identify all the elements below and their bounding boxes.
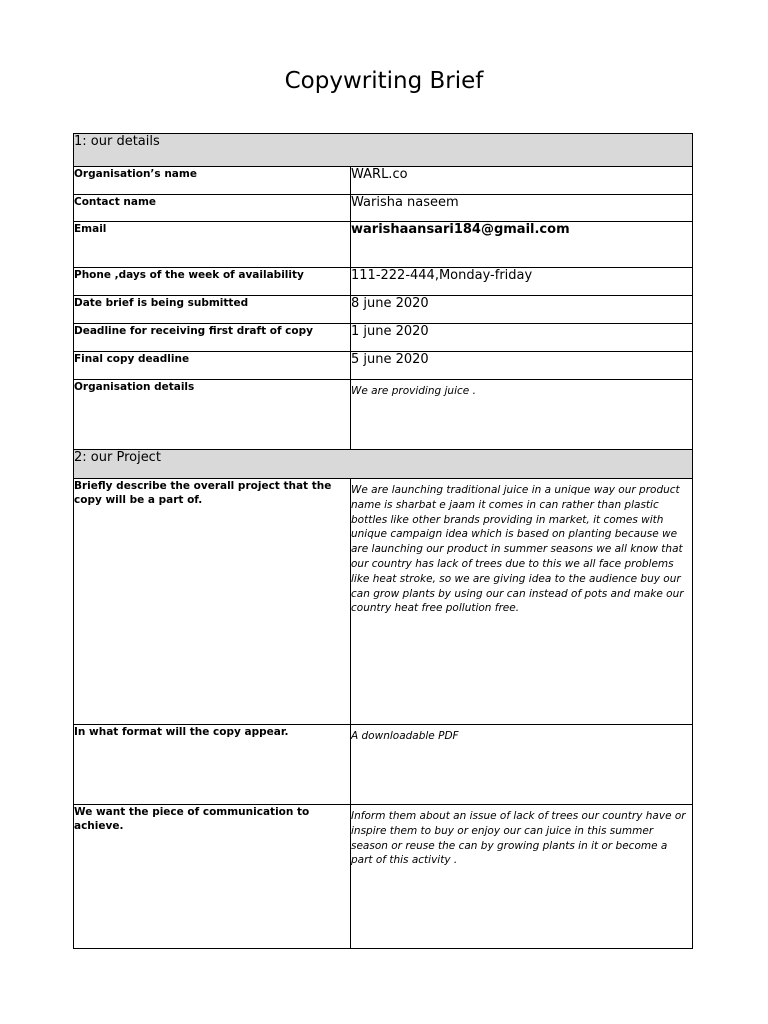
table-row [74,222,693,268]
field-label: Date brief is being submitted [74,296,351,324]
table-row [74,324,693,352]
table-row [74,479,693,725]
field-value: Inform them about an issue of lack of trees our country have or inspire them to buy or enjoy our can juice in this summer season or reuse the can by growing plants in it or become a part of this activity . [351,805,693,949]
field-value: WARL.co [351,167,693,195]
field-value: warishaansari184@gmail.com [351,222,693,268]
field-value: 5 june 2020 [351,352,693,380]
table-row [74,352,693,380]
field-label: In what format will the copy appear. [74,725,351,805]
field-value: 111-222-444,Monday-friday [351,268,693,296]
field-label: Email [74,222,351,268]
field-label: Contact name [74,195,351,222]
field-label: We want the piece of communication to achieve. [74,805,351,949]
field-label: Organisation details [74,380,351,450]
field-value: 1 june 2020 [351,324,693,352]
section-header-project [74,450,693,479]
field-value: We are providing juice . [351,380,693,450]
field-label: Phone ,days of the week of availability [74,268,351,296]
table-row [74,296,693,324]
field-value: Warisha naseem [351,195,693,222]
table-row [74,268,693,296]
table-row [74,195,693,222]
table-row [74,167,693,195]
field-value: A downloadable PDF [351,725,693,805]
section-header-details [74,134,693,167]
table-row [74,805,693,949]
field-value: We are launching traditional juice in a unique way our product name is sharbat e jaam it comes in can rather than plastic bottles like other brands providing in market, it comes with unique campaign idea which is based on planting because we are launching our product in summer seasons we all know that our country has lack of trees due to this we all face problems like heat stroke, so we are giving idea to the audience buy our can grow plants by using our can instead of pots and make our country heat free pollution free. [351,479,693,725]
field-value: 8 june 2020 [351,296,693,324]
field-label: Final copy deadline [74,352,351,380]
section-heading: 1: our details [74,134,693,167]
brief-table [73,133,693,949]
table-row [74,725,693,805]
table-row [74,380,693,450]
field-label: Deadline for receiving first draft of copy [74,324,351,352]
field-label: Briefly describe the overall project that the copy will be a part of. [74,479,351,725]
document-title: Copywriting Brief [284,68,484,94]
field-label: Organisation’s name [74,167,351,195]
section-heading: 2: our Project [74,450,693,479]
